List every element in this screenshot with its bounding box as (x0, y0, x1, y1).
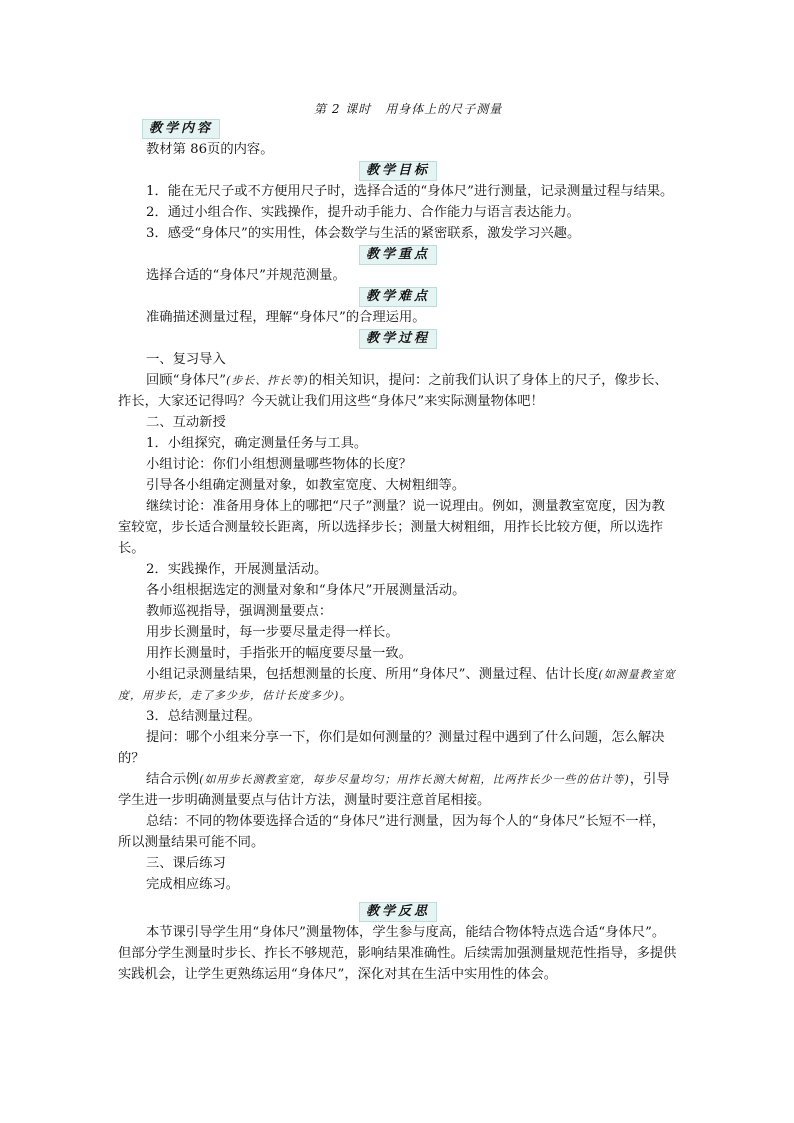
process-paragraph: 引导各小组确定测量对象，如教室宽度、大树粗细等。 (146, 478, 466, 493)
difficult-text: 准确描述测量过程，理解“身体尺”的合理运用。 (146, 310, 426, 325)
reflection-text: 本节课引导学生用“身体尺”测量物体，学生参与度高，能结合物体特点选合适“身体尺”。但部分学生测量时步长、拃长不够规范，影响结果准确性。后续需加强测量规范性指导，多提供实践机会，让学生更熟练运用“身体尺”，深化对其在生活中实用性的体会。 (118, 925, 677, 982)
process-paragraph: 总结：不同的物体要选择合适的“身体尺”进行测量，因为每个人的“身体尺”长短不一样，所以测量结果可能不同。 (118, 814, 666, 850)
process-paragraph: 各小组根据选定的测量对象和“身体尺”开展测量活动。 (146, 583, 466, 598)
process-paragraph: 用拃长测量时，手指张开的幅度要尽量一致。 (146, 646, 412, 661)
process-paragraph: 完成相应练习。 (146, 877, 240, 892)
process-step-title: 1．小组探究，确定测量任务与工具。 (146, 436, 368, 451)
process-step-title: 2．实践操作，开展测量活动。 (146, 562, 328, 577)
section-badge-goals: 教学目标 (359, 161, 437, 181)
process-part-title: 一、复习导入 (146, 352, 226, 367)
section-badge-process: 教学过程 (359, 329, 437, 349)
process-part-title: 二、互动新授 (146, 415, 226, 430)
process-paragraph: 教师巡视指导，强调测量要点： (146, 604, 333, 619)
process-paragraph: 提问：哪个小组来分享一下，你们是如何测量的？测量过程中遇到了什么问题，怎么解决的？ (118, 730, 665, 766)
content-text: 教材第 86页的内容。 (146, 142, 274, 157)
lesson-name: 用身体上的尺子测量 (385, 102, 503, 116)
process-step-title: 3．总结测量过程。 (146, 709, 261, 724)
goal-item: 3．感受“身体尺”的实用性，体会数学与生活的紧密联系，激发学习兴趣。 (146, 226, 581, 241)
process-paragraph: 回顾“身体尺”(步长、拃长等)的相关知识，提问：之前我们认识了身体上的尺子，像步长、拃长，大家还记得吗？今天就让我们用这些“身体尺”来实际测量物体吧！ (118, 373, 668, 409)
lesson-content (118, 118, 678, 985)
section-badge-key: 教学重点 (359, 245, 437, 265)
process-part-title: 三、课后练习 (146, 856, 226, 871)
goal-item: 2．通过小组合作、实践操作，提升动手能力、合作能力与语言表达能力。 (146, 205, 580, 220)
lesson-title (314, 100, 502, 117)
goal-item: 1．能在无尺子或不方便用尺子时，选择合适的“身体尺”进行测量，记录测量过程与结果。 (146, 184, 674, 199)
process-paragraph: 用步长测量时，每一步要尽量走得一样长。 (146, 625, 399, 640)
process-paragraph: 小组讨论：你们小组想测量哪些物体的长度？ (146, 457, 412, 472)
process-paragraph: 小组记录测量结果，包括想测量的长度、所用“身体尺”、测量过程、估计长度(如测量教室宽度，用步长，走了多少步，估计长度多少)。 (118, 667, 676, 703)
section-badge-difficult: 教学难点 (359, 287, 437, 307)
section-badge-content: 教学内容 (142, 119, 220, 139)
lesson-number: 第 2 课时 (314, 102, 372, 116)
process-paragraph: 继续讨论：准备用身体上的哪把“尺子”测量？说一说理由。例如，测量教室宽度，因为教室较宽，步长适合测量较长距离，所以选择步长；测量大树粗细，用拃长比较方便，所以选拃长。 (118, 499, 665, 556)
process-paragraph: 结合示例(如用步长测教室宽，每步尽量均匀；用拃长测大树粗，比两拃长少一些的估计等)，引导学生进一步明确测量要点与估计方法，测量时要注意首尾相接。 (118, 772, 670, 808)
section-badge-reflection: 教学反思 (359, 902, 437, 922)
key-text: 选择合适的“身体尺”并规范测量。 (146, 268, 346, 283)
